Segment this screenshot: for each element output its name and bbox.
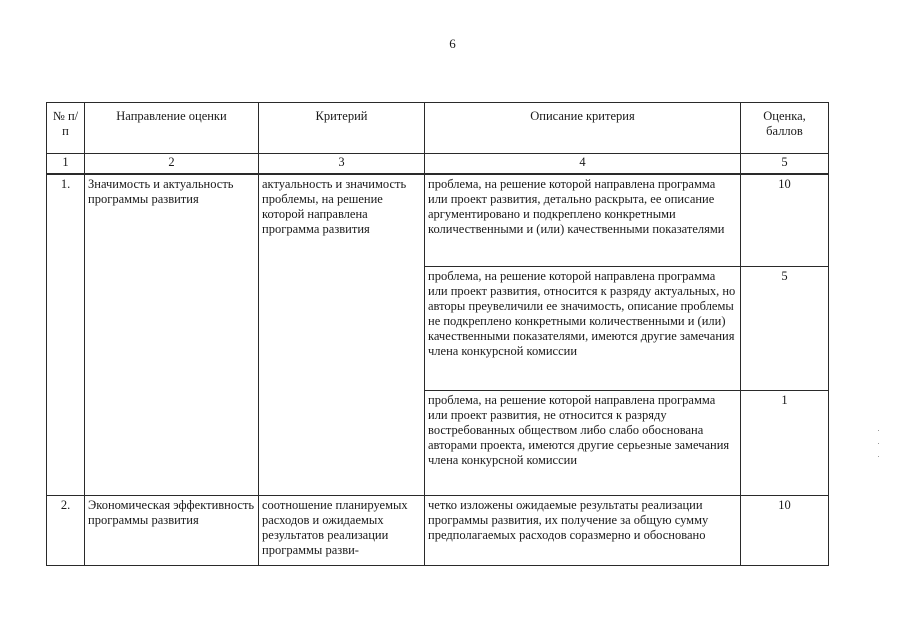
row-description: проблема, на решение которой направлена программа или проект развития, не относится к разряду востребованных обществом либо слабо обоснована авторами проекта, имеются другие серьезные замечания члена конкурсной комиссии — [425, 390, 741, 495]
row-description: проблема, на решение которой направлена программа или проект развития, относится к разряду актуальных, но авторы преувеличили ее значимость, описание проблемы не подкреплено конкретными количественными и (или) качественными показателями, имеются другие замечания члена конкурсной комиссии — [425, 266, 741, 390]
column-number: 3 — [259, 154, 425, 175]
row-num: 2. — [47, 495, 85, 565]
header-score: Оценка, баллов — [741, 103, 829, 154]
row-score: 10 — [741, 495, 829, 565]
header-num: № п/п — [47, 103, 85, 154]
row-num: 1. — [47, 174, 85, 495]
row-score: 5 — [741, 266, 829, 390]
column-number-row — [47, 154, 829, 175]
header-criterion: Критерий — [259, 103, 425, 154]
column-number: 5 — [741, 154, 829, 175]
row-score: 1 — [741, 390, 829, 495]
table-row — [47, 174, 829, 266]
header-direction: Направление оценки — [85, 103, 259, 154]
row-direction: Значимость и актуальность программы развития — [85, 174, 259, 495]
row-criterion: соотношение планируемых расходов и ожидаемых результатов реализации программы разви- — [259, 495, 425, 565]
row-criterion: актуальность и значимость проблемы, на решение которой направлена программа развития — [259, 174, 425, 495]
criteria-table — [46, 102, 829, 566]
row-description: четко изложены ожидаемые результаты реализации программы развития, их получение за общую сумму предполагаемых расходов соразмерно и обосновано — [425, 495, 741, 565]
page-number: 6 — [449, 36, 456, 51]
column-number: 4 — [425, 154, 741, 175]
table-header-row — [47, 103, 829, 154]
column-number: 2 — [85, 154, 259, 175]
row-score: 10 — [741, 174, 829, 266]
row-description: проблема, на решение которой направлена программа или проект развития, детально раскрыта, ее описание аргументировано и подкреплено конкретными количественными и (или) качественными показателями — [425, 174, 741, 266]
scan-marks — [878, 430, 880, 460]
column-number: 1 — [47, 154, 85, 175]
table-row — [47, 495, 829, 565]
row-direction: Экономическая эффективность программы развития — [85, 495, 259, 565]
header-description: Описание критерия — [425, 103, 741, 154]
